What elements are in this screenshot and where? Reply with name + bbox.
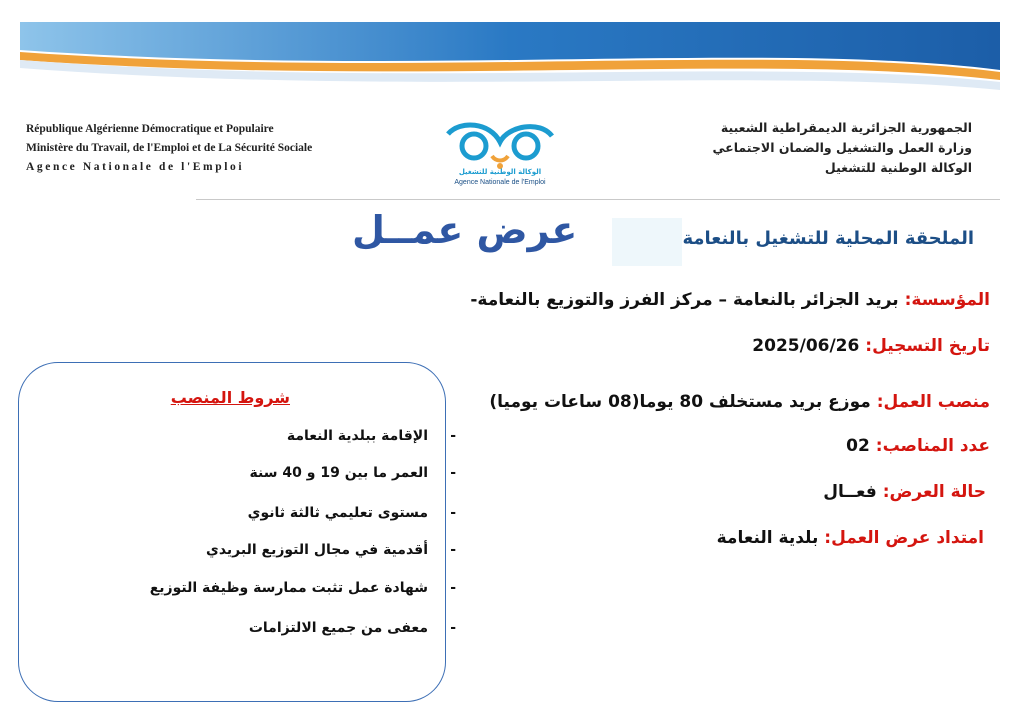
header-french-line-republic: République Algérienne Démocratique et Populaire (26, 123, 274, 135)
condition-item: - الإقامة ببلدية النعامة (287, 428, 428, 444)
field-offer-scope (717, 528, 984, 548)
field-positions-count-value: 02 (846, 436, 870, 456)
field-registration-date-label: تاريخ التسجيل: (865, 336, 990, 356)
title-highlight (612, 218, 682, 266)
condition-item: - العمر ما بين 19 و 40 سنة (250, 465, 428, 481)
condition-item: - شهادة عمل تثبت ممارسة وظيفة التوزيع (150, 580, 428, 596)
condition-item: - معفى من جميع الالتزامات (249, 620, 428, 636)
field-institution-value: بريد الجزائر بالنعامة – مركز الفرز والتوزيع بالنعامة- (470, 290, 899, 310)
field-offer-scope-label: امتداد عرض العمل: (824, 528, 984, 548)
conditions-title: شروط المنصب (170, 388, 290, 407)
field-registration-date-value: 2025/06/26 (752, 336, 860, 356)
field-institution-label: المؤسسة: (904, 290, 990, 310)
field-positions-count-label: عدد المناصب: (875, 436, 990, 456)
header-french-line-ministry: Ministère du Travail, de l'Emploi et de La Sécurité Sociale (26, 142, 313, 154)
header-divider (196, 199, 1000, 200)
field-job-position-value: موزع بريد مستخلف 80 يوما(08 ساعات يوميا) (489, 392, 871, 412)
condition-item: - مستوى تعليمي ثالثة ثانوي (248, 505, 428, 521)
header-wave-banner (0, 0, 1024, 100)
condition-item: - أقدمية في مجال التوزيع البريدي (206, 542, 428, 558)
field-job-position-label: منصب العمل: (876, 392, 990, 412)
header-french (26, 120, 312, 177)
field-offer-status-label: حالة العرض: (882, 482, 986, 502)
page-title: عرض عمــل (352, 208, 578, 252)
header-arabic (713, 118, 972, 178)
field-offer-scope-value: بلدية النعامة (716, 528, 819, 548)
header-arabic-line-ministry: وزارة العمل والتشغيل والضمان الاجتماعي (712, 140, 972, 155)
agency-line: الملحقة المحلية للتشغيل بالنعامة (682, 228, 974, 249)
field-registration-date (752, 336, 990, 356)
logo-french-caption: Agence Nationale de l'Emploi (454, 179, 546, 186)
field-offer-status (823, 482, 986, 502)
conditions-box (18, 362, 446, 702)
header-arabic-line-agency: الوكالة الوطنية للتشغيل (824, 160, 972, 175)
header-arabic-line-republic: الجمهورية الجزائرية الديمقراطية الشعبية (720, 120, 972, 135)
field-offer-status-value: فعــال (823, 482, 877, 502)
logo-arabic-caption: الوكالة الوطنية للتشغيل (458, 168, 542, 176)
field-job-position (489, 392, 990, 412)
field-positions-count (846, 436, 990, 456)
field-institution (470, 290, 990, 310)
header-french-line-agency: Agence Nationale de l'Emploi (26, 161, 245, 173)
